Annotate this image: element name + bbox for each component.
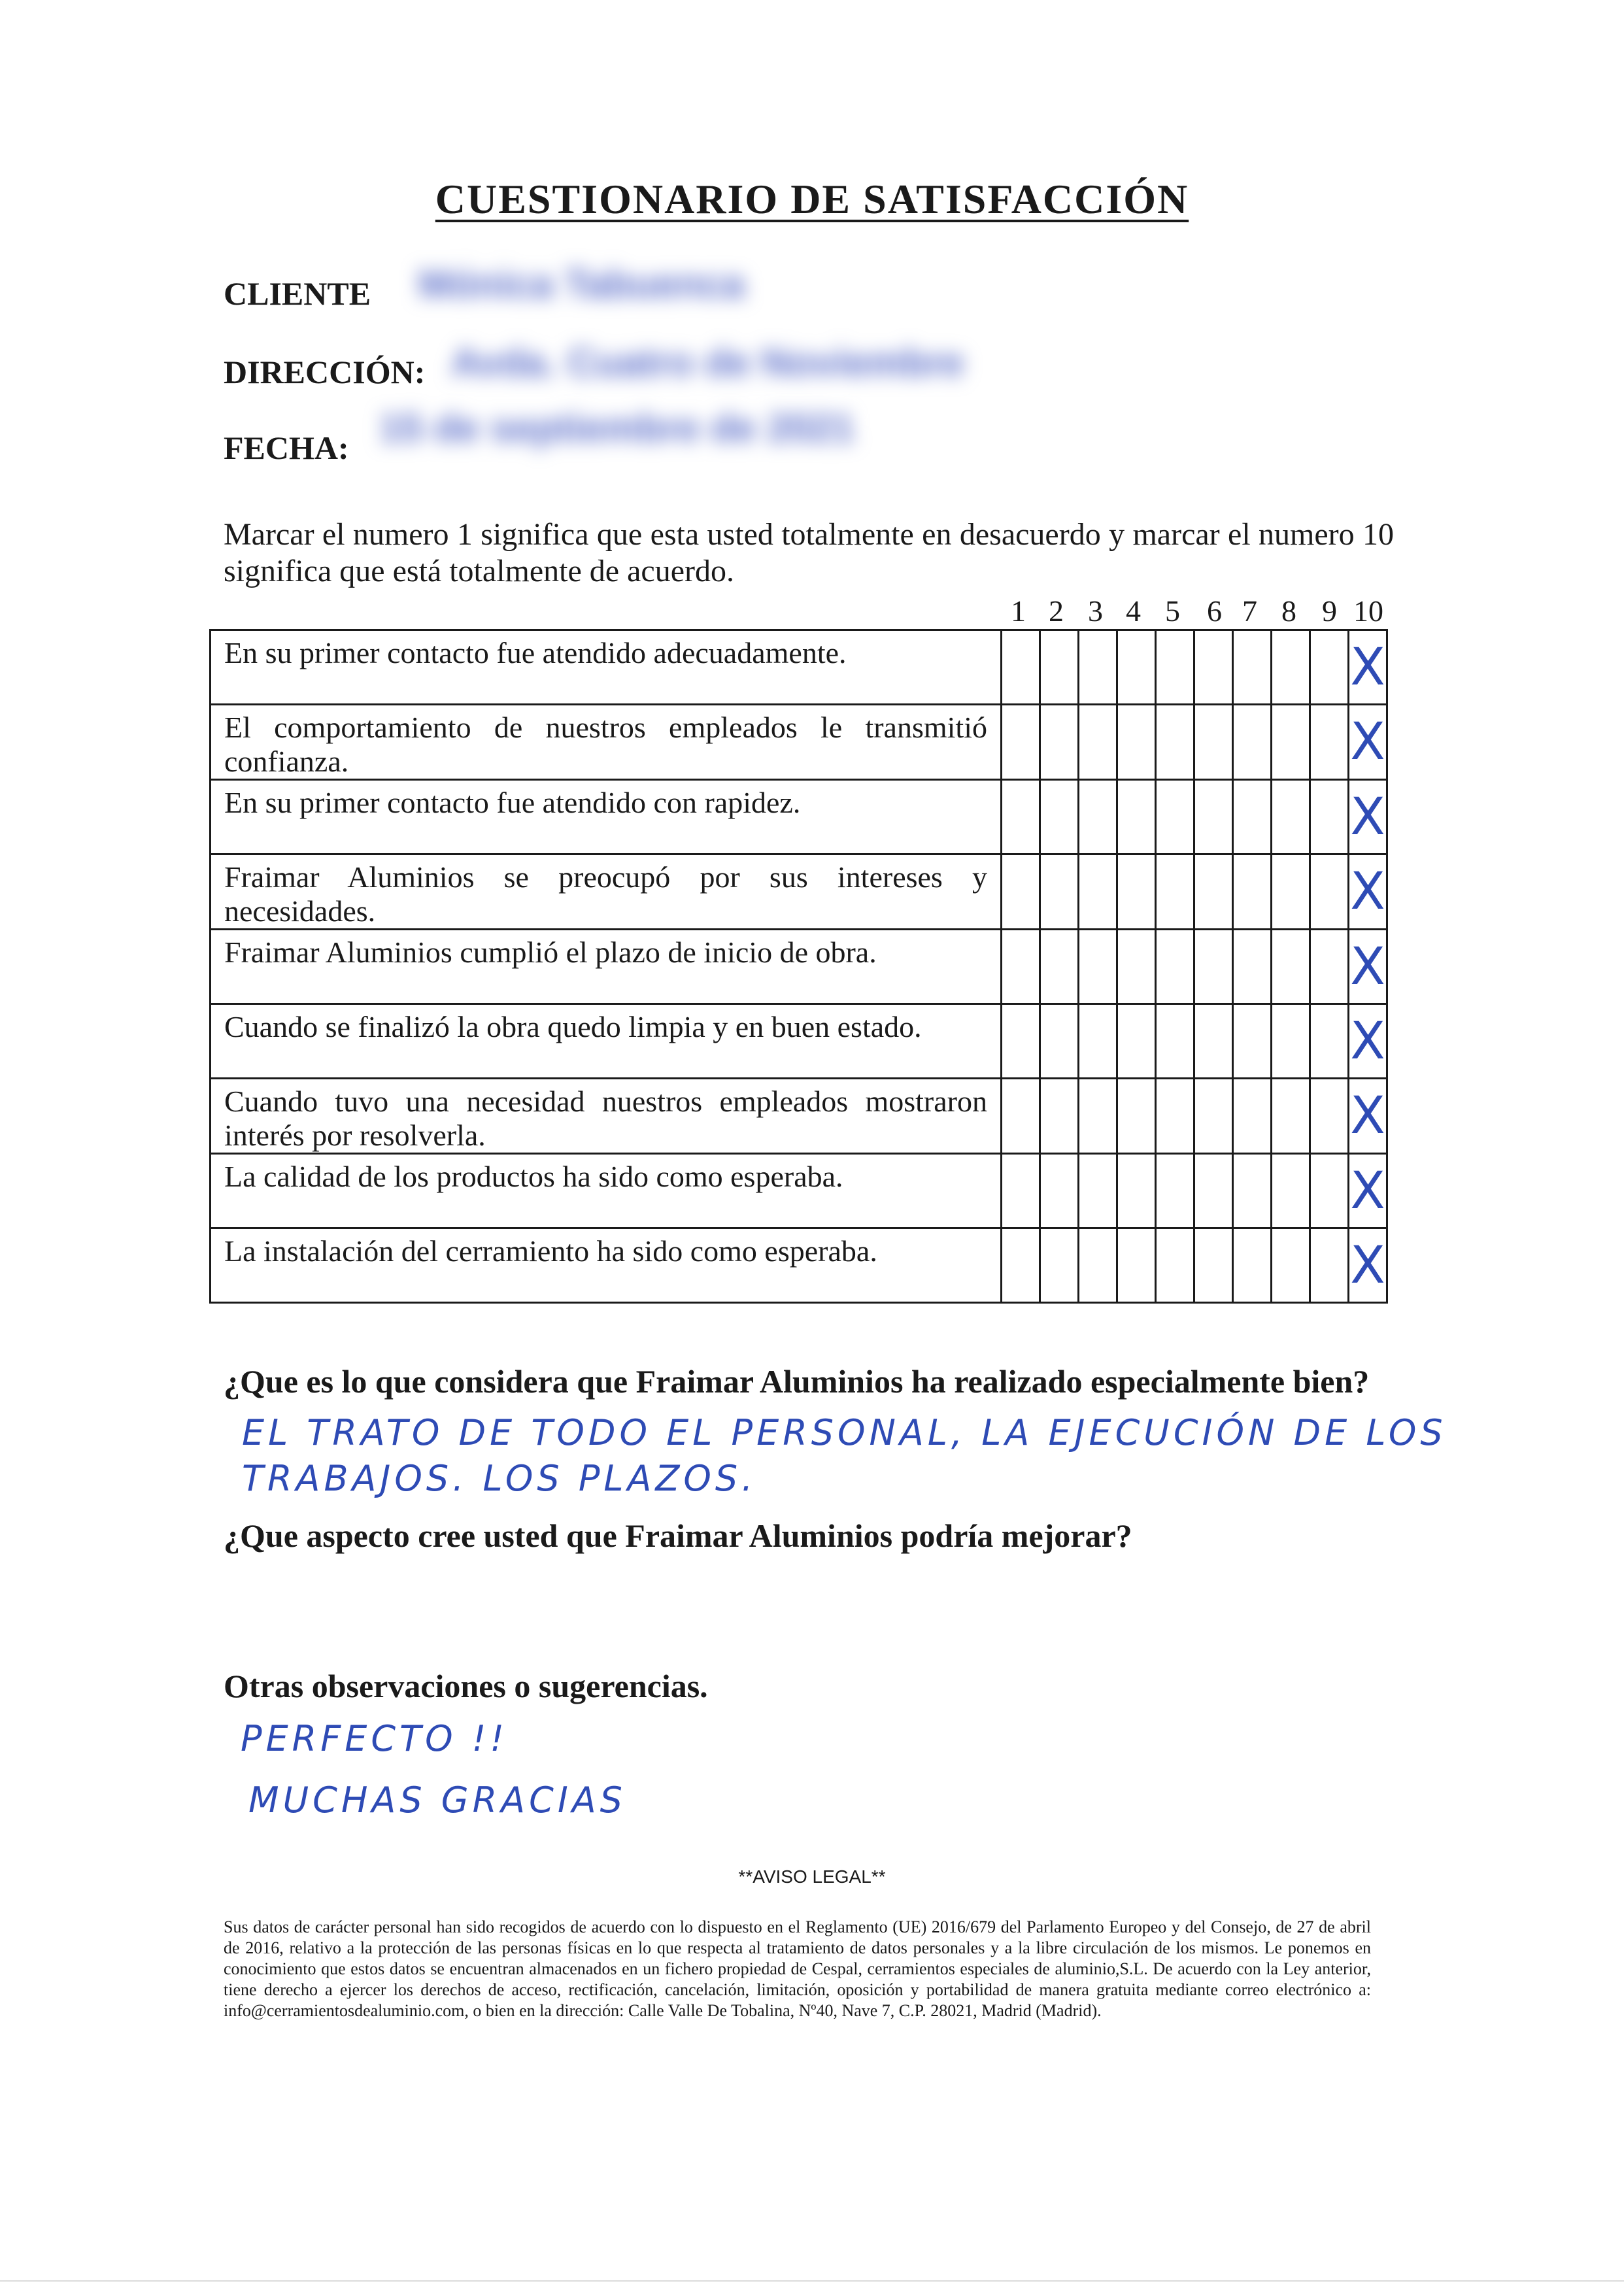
instructions-text: Marcar el numero 1 significa que esta usted totalmente en desacuerdo y marcar el numero 10 significa que está totalmente de acuerdo. — [224, 517, 1394, 588]
scale-number: 3 — [1088, 594, 1103, 628]
score-box-3[interactable] — [1079, 1154, 1117, 1228]
score-box-1[interactable] — [1002, 705, 1040, 780]
legal-notice-text: Sus datos de carácter personal han sido recogidos de acuerdo con lo dispuesto en el Reglamento (UE) 2016/679 del Parlamento Europeo y del Consejo, de 27 de abril de 2016, relativo a la protección de las personas físicas en lo que respecta al tratamiento de datos personales y a la libre circulación de los mismos. Le ponemos en conocimiento que estos datos se encuentran almacenados en un fichero propiedad de Cespal, cerramientos especiales de aluminio,S.L. De acuerdo con la Ley anterior, tiene derecho a ejercer los derechos de acceso, rectificación, cancelación, limitación, oposición y portabilidad de manera gratuita mediante correo electrónico a: info@cerramientosdealuminio.com, o bien en la dirección: Calle Valle De Tobalina, Nº40, Nave 7, C.P. 28021, Madrid (Madrid). — [224, 1917, 1371, 2020]
score-box-7[interactable] — [1233, 1004, 1272, 1079]
checkmark-x-icon: X — [1350, 1161, 1385, 1221]
score-box-4[interactable] — [1117, 630, 1156, 705]
scale-number: 6 — [1207, 594, 1222, 628]
score-box-10[interactable] — [1349, 780, 1387, 854]
score-box-9[interactable] — [1310, 1004, 1349, 1079]
score-box-8[interactable] — [1272, 630, 1310, 705]
score-box-7[interactable] — [1233, 1154, 1272, 1228]
score-box-3[interactable] — [1079, 854, 1117, 930]
score-box-1[interactable] — [1002, 1079, 1040, 1154]
statement-text: En su primer contacto fue atendido con rapidez. — [211, 780, 1002, 854]
rating-row — [211, 705, 1387, 780]
checkmark-x-icon: X — [1350, 1087, 1385, 1145]
score-box-7[interactable] — [1233, 630, 1272, 705]
score-box-1[interactable] — [1002, 930, 1040, 1004]
scale-number: 1 — [1011, 594, 1026, 628]
score-box-3[interactable] — [1079, 930, 1117, 1004]
score-box-4[interactable] — [1117, 705, 1156, 780]
score-box-1[interactable] — [1002, 1004, 1040, 1079]
answer-other-line2: MUCHAS GRACIAS — [248, 1780, 626, 1821]
score-box-2[interactable] — [1040, 1079, 1079, 1154]
statement-text: El comportamiento de nuestros empleados le transmitió confianza. — [211, 705, 1002, 780]
scale-number: 10 — [1353, 594, 1383, 628]
score-box-5[interactable] — [1156, 780, 1194, 854]
question-done-well: ¿Que es lo que considera que Fraimar Aluminios ha realizado especialmente bien? — [224, 1363, 1370, 1400]
score-box-3[interactable] — [1079, 1004, 1117, 1079]
answer-done-well-line2: TRABAJOS. LOS PLAZOS. — [242, 1458, 757, 1499]
score-box-8[interactable] — [1272, 705, 1310, 780]
answer-other-line1: PERFECTO !! — [241, 1718, 509, 1759]
score-box-8[interactable] — [1272, 1004, 1310, 1079]
score-box-2[interactable] — [1040, 705, 1079, 780]
score-box-9[interactable] — [1310, 780, 1349, 854]
checkmark-x-icon: X — [1350, 713, 1385, 771]
rating-row — [211, 854, 1387, 930]
score-box-9[interactable] — [1310, 1228, 1349, 1303]
scale-number: 8 — [1281, 594, 1296, 628]
score-box-5[interactable] — [1156, 854, 1194, 930]
score-box-10[interactable] — [1349, 705, 1387, 780]
scale-number: 2 — [1049, 594, 1064, 628]
score-box-6[interactable] — [1194, 705, 1233, 780]
score-box-10[interactable] — [1349, 1228, 1387, 1303]
score-box-4[interactable] — [1117, 1079, 1156, 1154]
legal-notice-title: **AVISO LEGAL** — [738, 1866, 886, 1887]
score-box-7[interactable] — [1233, 854, 1272, 930]
statement-text: La instalación del cerramiento ha sido como esperaba. — [211, 1228, 1002, 1303]
rating-row — [211, 1154, 1387, 1228]
score-box-6[interactable] — [1194, 1228, 1233, 1303]
score-box-4[interactable] — [1117, 1154, 1156, 1228]
score-box-2[interactable] — [1040, 780, 1079, 854]
score-box-5[interactable] — [1156, 705, 1194, 780]
score-box-4[interactable] — [1117, 780, 1156, 854]
score-box-1[interactable] — [1002, 854, 1040, 930]
score-box-6[interactable] — [1194, 854, 1233, 930]
statement-text: Cuando tuvo una necesidad nuestros empleados mostraron interés por resolverla. — [211, 1079, 1002, 1154]
score-box-6[interactable] — [1194, 630, 1233, 705]
score-box-6[interactable] — [1194, 1004, 1233, 1079]
score-box-3[interactable] — [1079, 780, 1117, 854]
score-box-6[interactable] — [1194, 1154, 1233, 1228]
rating-row — [211, 1079, 1387, 1154]
question-improve: ¿Que aspecto cree usted que Fraimar Aluminios podría mejorar? — [224, 1517, 1132, 1554]
score-box-10[interactable] — [1349, 1004, 1387, 1079]
score-box-5[interactable] — [1156, 1079, 1194, 1154]
scale-number: 7 — [1242, 594, 1257, 628]
score-box-7[interactable] — [1233, 1228, 1272, 1303]
checkmark-x-icon: X — [1350, 862, 1385, 921]
score-box-5[interactable] — [1156, 930, 1194, 1004]
score-box-5[interactable] — [1156, 630, 1194, 705]
score-box-7[interactable] — [1233, 780, 1272, 854]
score-box-6[interactable] — [1194, 1079, 1233, 1154]
score-box-1[interactable] — [1002, 630, 1040, 705]
score-box-10[interactable] — [1349, 1079, 1387, 1154]
score-box-3[interactable] — [1079, 630, 1117, 705]
fecha-label: FECHA: — [224, 430, 349, 466]
score-box-3[interactable] — [1079, 1228, 1117, 1303]
score-box-9[interactable] — [1310, 630, 1349, 705]
rating-table — [209, 629, 1388, 1304]
direccion-label: DIRECCIÓN: — [224, 354, 426, 390]
score-box-1[interactable] — [1002, 780, 1040, 854]
scale-number: 9 — [1322, 594, 1337, 628]
score-box-7[interactable] — [1233, 705, 1272, 780]
rating-row — [211, 1004, 1387, 1079]
cliente-value: Mónica Tabuenca — [418, 262, 745, 306]
title-text: CUESTIONARIO DE SATISFACCIÓN — [435, 176, 1189, 222]
score-box-4[interactable] — [1117, 1228, 1156, 1303]
score-box-9[interactable] — [1310, 854, 1349, 930]
score-box-4[interactable] — [1117, 854, 1156, 930]
score-box-4[interactable] — [1117, 1004, 1156, 1079]
score-box-6[interactable] — [1194, 930, 1233, 1004]
rating-row — [211, 630, 1387, 705]
score-box-3[interactable] — [1079, 1079, 1117, 1154]
score-box-6[interactable] — [1194, 780, 1233, 854]
score-box-2[interactable] — [1040, 854, 1079, 930]
score-box-1[interactable] — [1002, 1228, 1040, 1303]
score-box-2[interactable] — [1040, 1228, 1079, 1303]
statement-text: La calidad de los productos ha sido como esperaba. — [211, 1154, 1002, 1228]
statement-text: En su primer contacto fue atendido adecuadamente. — [211, 630, 1002, 705]
score-box-5[interactable] — [1156, 1154, 1194, 1228]
score-box-9[interactable] — [1310, 1154, 1349, 1228]
rating-row — [211, 1228, 1387, 1303]
score-box-2[interactable] — [1040, 630, 1079, 705]
fecha-value: 15 de septiembre de 2021 — [379, 406, 855, 450]
score-box-8[interactable] — [1272, 1228, 1310, 1303]
score-box-9[interactable] — [1310, 930, 1349, 1004]
cliente-label: CLIENTE — [224, 275, 371, 312]
score-box-10[interactable] — [1349, 854, 1387, 930]
scale-number: 4 — [1126, 594, 1141, 628]
score-box-8[interactable] — [1272, 930, 1310, 1004]
score-box-10[interactable] — [1349, 930, 1387, 1004]
score-box-9[interactable] — [1310, 705, 1349, 780]
checkmark-x-icon: X — [1350, 1236, 1385, 1295]
score-box-10[interactable] — [1349, 1154, 1387, 1228]
score-box-7[interactable] — [1233, 1079, 1272, 1154]
score-box-10[interactable] — [1349, 630, 1387, 705]
checkmark-x-icon: X — [1350, 1011, 1385, 1071]
score-box-7[interactable] — [1233, 930, 1272, 1004]
scale-header — [1003, 594, 1402, 630]
statement-text: Fraimar Aluminios cumplió el plazo de inicio de obra. — [211, 930, 1002, 1004]
statement-text: Fraimar Aluminios se preocupó por sus intereses y necesidades. — [211, 854, 1002, 930]
checkmark-x-icon: X — [1350, 937, 1385, 996]
score-box-4[interactable] — [1117, 930, 1156, 1004]
score-box-5[interactable] — [1156, 1228, 1194, 1303]
question-other-observations: Otras observaciones o sugerencias. — [224, 1668, 708, 1704]
score-box-8[interactable] — [1272, 854, 1310, 930]
rating-row — [211, 780, 1387, 854]
page-bottom-rule — [0, 2280, 1624, 2282]
statement-text: Cuando se finalizó la obra quedo limpia y en buen estado. — [211, 1004, 1002, 1079]
score-box-8[interactable] — [1272, 1079, 1310, 1154]
direccion-value: Avda. Cuatro de Noviembre — [451, 341, 964, 384]
score-box-2[interactable] — [1040, 1004, 1079, 1079]
answer-done-well-line1: EL TRATO DE TODO EL PERSONAL, LA EJECUCIÓN DE LOS — [242, 1412, 1447, 1453]
page-title — [0, 175, 1624, 224]
rating-row — [211, 930, 1387, 1004]
score-box-2[interactable] — [1040, 1154, 1079, 1228]
score-box-9[interactable] — [1310, 1079, 1349, 1154]
scale-number: 5 — [1165, 594, 1180, 628]
score-box-5[interactable] — [1156, 1004, 1194, 1079]
checkmark-x-icon: X — [1350, 637, 1385, 697]
score-box-3[interactable] — [1079, 705, 1117, 780]
score-box-8[interactable] — [1272, 1154, 1310, 1228]
score-box-1[interactable] — [1002, 1154, 1040, 1228]
checkmark-x-icon: X — [1350, 787, 1385, 847]
score-box-2[interactable] — [1040, 930, 1079, 1004]
score-box-8[interactable] — [1272, 780, 1310, 854]
